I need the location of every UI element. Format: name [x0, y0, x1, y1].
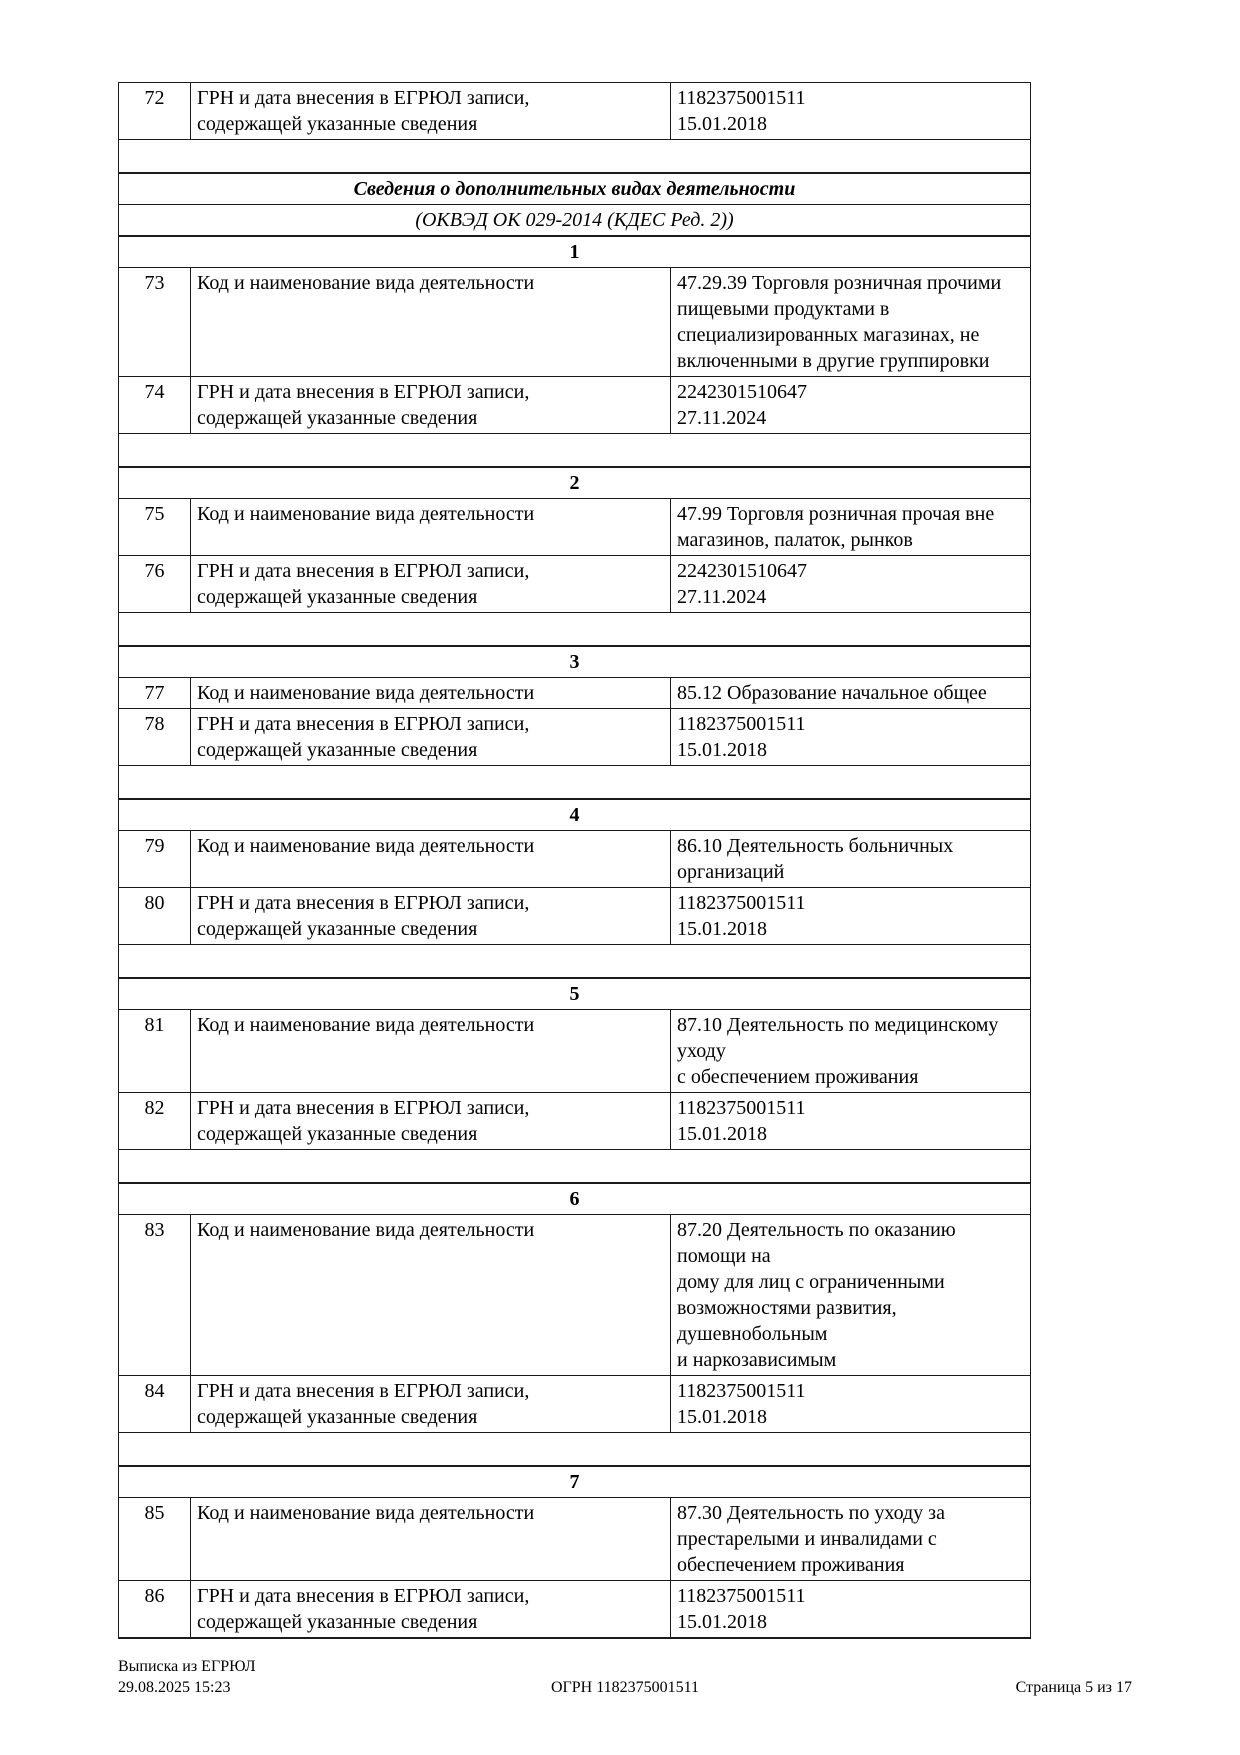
- additional-activities-title: Сведения о дополнительных видах деятельности: [119, 173, 1031, 205]
- field-row-84: [119, 1376, 1031, 1433]
- field-row-78: [119, 709, 1031, 766]
- field-label-cell: ГРН и дата внесения в ЕГРЮЛ записи, содержащей указанные сведения: [191, 1581, 671, 1639]
- footer-doc-info: [118, 1656, 456, 1698]
- field-label-cell: ГРН и дата внесения в ЕГРЮЛ записи, содержащей указанные сведения: [191, 83, 671, 140]
- field-label-cell: Код и наименование вида деятельности: [191, 499, 671, 556]
- activity-section-number: 6: [119, 1183, 1031, 1215]
- field-label-cell: ГРН и дата внесения в ЕГРЮЛ записи, содержащей указанные сведения: [191, 556, 671, 613]
- spacer-cell: [119, 1150, 1031, 1184]
- spacer-row: [119, 1433, 1031, 1467]
- field-row-80: [119, 888, 1031, 945]
- field-value-cell: 86.10 Деятельность больничных организаций: [671, 831, 1031, 888]
- spacer-cell: [119, 434, 1031, 468]
- page-footer: [118, 1656, 1132, 1698]
- field-row-74: [119, 377, 1031, 434]
- field-value-cell: 1182375001511 15.01.2018: [671, 83, 1031, 140]
- egrul-table-body: [119, 83, 1031, 1639]
- activity-section-number: 2: [119, 467, 1031, 499]
- row-number-cell: 85: [119, 1498, 191, 1581]
- field-label-cell: Код и наименование вида деятельности: [191, 831, 671, 888]
- okved-subtitle: (ОКВЭД ОК 029-2014 (КДЕС Ред. 2)): [119, 205, 1031, 237]
- field-row-83: [119, 1215, 1031, 1376]
- field-value-cell: 47.99 Торговля розничная прочая вне магазинов, палаток, рынков: [671, 499, 1031, 556]
- row-number-cell: 74: [119, 377, 191, 434]
- field-row-76: [119, 556, 1031, 613]
- field-row-77: [119, 678, 1031, 709]
- field-value-cell: 1182375001511 15.01.2018: [671, 709, 1031, 766]
- spacer-row: [119, 766, 1031, 800]
- field-value-cell: 1182375001511 15.01.2018: [671, 1093, 1031, 1150]
- activity-section-number: 1: [119, 236, 1031, 268]
- row-number-cell: 86: [119, 1581, 191, 1639]
- field-label-cell: Код и наименование вида деятельности: [191, 678, 671, 709]
- field-value-cell: 1182375001511 15.01.2018: [671, 888, 1031, 945]
- spacer-row: [119, 434, 1031, 468]
- row-number-cell: 78: [119, 709, 191, 766]
- row-number-cell: 72: [119, 83, 191, 140]
- activity-section-number: 5: [119, 978, 1031, 1010]
- activity-section-number: 3: [119, 646, 1031, 678]
- field-value-cell: 85.12 Образование начальное общее: [671, 678, 1031, 709]
- field-label-cell: Код и наименование вида деятельности: [191, 1498, 671, 1581]
- field-row-75: [119, 499, 1031, 556]
- spacer-cell: [119, 945, 1031, 979]
- spacer-row: [119, 613, 1031, 647]
- activity-section-row: [119, 236, 1031, 268]
- spacer-cell: [119, 140, 1031, 174]
- field-row-72: [119, 83, 1031, 140]
- footer-ogrn: ОГРН 1182375001511: [550, 1679, 700, 1696]
- field-value-cell: 87.30 Деятельность по уходу за престарелыми и инвалидами с обеспечением проживания: [671, 1498, 1031, 1581]
- field-label-cell: ГРН и дата внесения в ЕГРЮЛ записи, содержащей указанные сведения: [191, 1376, 671, 1433]
- footer-page-number: Страница 5 из 17: [1015, 1679, 1132, 1696]
- spacer-cell: [119, 1433, 1031, 1467]
- row-number-cell: 73: [119, 268, 191, 377]
- footer-datetime: 29.08.2025 15:23: [118, 1679, 231, 1696]
- field-value-cell: 87.10 Деятельность по медицинскому уходу с обеспечением проживания: [671, 1010, 1031, 1093]
- field-label-cell: ГРН и дата внесения в ЕГРЮЛ записи, содержащей указанные сведения: [191, 377, 671, 434]
- field-row-73: [119, 268, 1031, 377]
- row-number-cell: 83: [119, 1215, 191, 1376]
- activity-section-number: 7: [119, 1466, 1031, 1498]
- footer-doc-name: Выписка из ЕГРЮЛ: [118, 1658, 256, 1675]
- activity-section-number: 4: [119, 799, 1031, 831]
- field-value-cell: 47.29.39 Торговля розничная прочими пищевыми продуктами в специализированных магазинах, не включенными в другие группировки: [671, 268, 1031, 377]
- activity-section-row: [119, 467, 1031, 499]
- field-label-cell: ГРН и дата внесения в ЕГРЮЛ записи, содержащей указанные сведения: [191, 709, 671, 766]
- field-row-82: [119, 1093, 1031, 1150]
- table-title-row: [119, 173, 1031, 205]
- spacer-row: [119, 945, 1031, 979]
- field-value-cell: 87.20 Деятельность по оказанию помощи на дому для лиц с ограниченными возможностями развития, душевнобольным и наркозависимым: [671, 1215, 1031, 1376]
- row-number-cell: 76: [119, 556, 191, 613]
- field-row-85: [119, 1498, 1031, 1581]
- spacer-row: [119, 1150, 1031, 1184]
- row-number-cell: 80: [119, 888, 191, 945]
- activity-section-row: [119, 1183, 1031, 1215]
- row-number-cell: 81: [119, 1010, 191, 1093]
- field-label-cell: ГРН и дата внесения в ЕГРЮЛ записи, содержащей указанные сведения: [191, 888, 671, 945]
- activity-section-row: [119, 646, 1031, 678]
- activity-section-row: [119, 1466, 1031, 1498]
- field-row-86: [119, 1581, 1031, 1639]
- field-label-cell: Код и наименование вида деятельности: [191, 268, 671, 377]
- field-label-cell: Код и наименование вида деятельности: [191, 1010, 671, 1093]
- activity-section-row: [119, 799, 1031, 831]
- activity-section-row: [119, 978, 1031, 1010]
- egrul-activities-table: [118, 82, 1031, 1639]
- row-number-cell: 84: [119, 1376, 191, 1433]
- row-number-cell: 79: [119, 831, 191, 888]
- field-label-cell: Код и наименование вида деятельности: [191, 1215, 671, 1376]
- field-row-79: [119, 831, 1031, 888]
- spacer-cell: [119, 766, 1031, 800]
- row-number-cell: 77: [119, 678, 191, 709]
- field-value-cell: 1182375001511 15.01.2018: [671, 1376, 1031, 1433]
- field-value-cell: 2242301510647 27.11.2024: [671, 556, 1031, 613]
- row-number-cell: 75: [119, 499, 191, 556]
- field-value-cell: 2242301510647 27.11.2024: [671, 377, 1031, 434]
- spacer-cell: [119, 613, 1031, 647]
- okved-subtitle-row: [119, 205, 1031, 237]
- field-value-cell: 1182375001511 15.01.2018: [671, 1581, 1031, 1639]
- field-label-cell: ГРН и дата внесения в ЕГРЮЛ записи, содержащей указанные сведения: [191, 1093, 671, 1150]
- spacer-row: [119, 140, 1031, 174]
- row-number-cell: 82: [119, 1093, 191, 1150]
- field-row-81: [119, 1010, 1031, 1093]
